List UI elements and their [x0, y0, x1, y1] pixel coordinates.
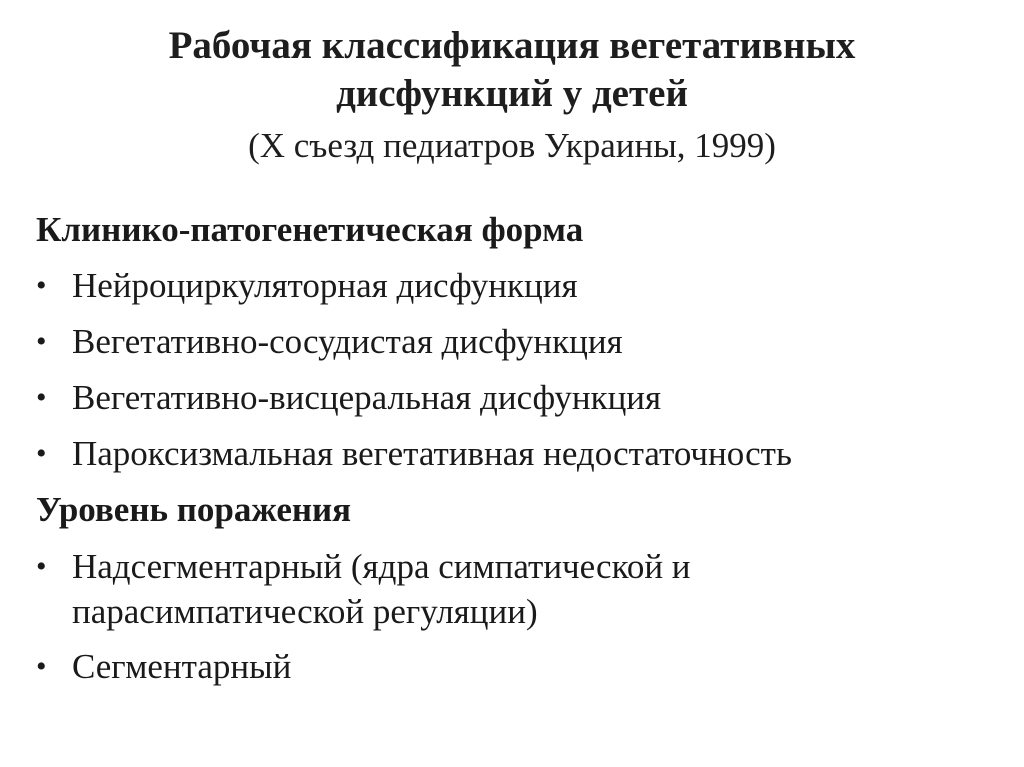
list-item-text: Вегетативно-висцеральная дисфункция: [72, 378, 662, 417]
list-item-text: Пароксизмальная вегетативная недостаточность: [72, 434, 792, 473]
clinical-form-list: [36, 258, 996, 482]
list-item: [36, 426, 996, 482]
bullet-icon: •: [36, 437, 47, 470]
bullet-icon: •: [36, 269, 47, 302]
section-heading-lesion-level: Уровень поражения: [36, 490, 352, 529]
bullet-icon: •: [36, 325, 47, 358]
list-item: [36, 314, 996, 370]
list-item-text: Нейроциркуляторная дисфункция: [72, 266, 578, 305]
bullet-icon: •: [36, 550, 47, 583]
list-item: [36, 370, 996, 426]
section-heading-clinical-form: Клинико-патогенетическая форма: [36, 210, 584, 249]
list-item-text: Надсегментарный (ядра симпатической и парасимпатической регуляции): [72, 547, 691, 631]
title-subtitle: (X съезд педиатров Украины, 1999): [248, 126, 776, 165]
list-item: [36, 538, 872, 639]
list-item-text: Сегментарный: [72, 647, 292, 686]
title-line-2: дисфункций у детей: [336, 72, 688, 115]
list-item: [36, 639, 996, 695]
slide-title: [60, 22, 964, 168]
slide-body: [36, 202, 996, 695]
list-item: [36, 258, 996, 314]
bullet-icon: •: [36, 381, 47, 414]
bullet-icon: •: [36, 650, 47, 683]
lesion-level-list: [36, 538, 996, 695]
list-item-text: Вегетативно-сосудистая дисфункция: [72, 322, 623, 361]
title-line-1: Рабочая классификация вегетативных: [168, 24, 856, 67]
